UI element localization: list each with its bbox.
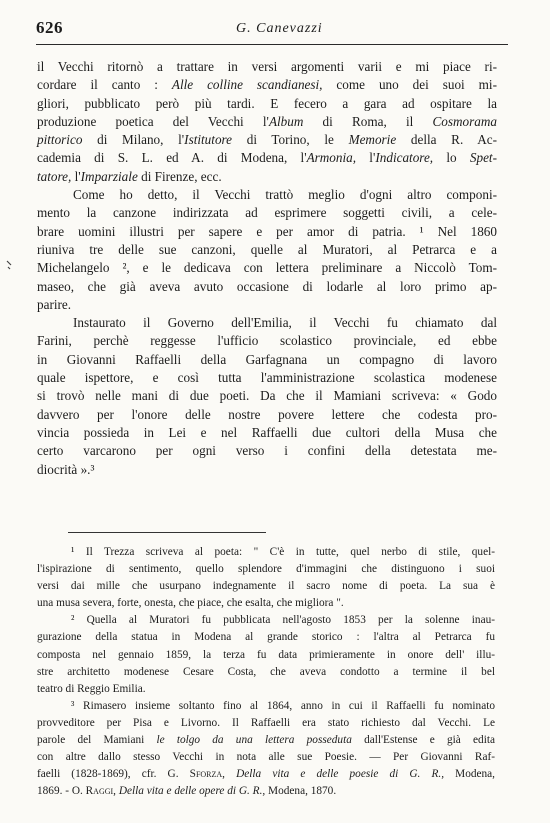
- footnote-line: gurazione della statua in Modena al grande storico : l'altra al Petrarca fu: [37, 631, 495, 644]
- margin-mark: [4, 258, 18, 272]
- text-line: Farini, perchè reggesse l'ufficio scolastico provinciale, ed ebbe: [37, 333, 497, 349]
- header-rule: [36, 44, 508, 45]
- text-line: cordare il canto : Alle colline scandianesi, come uno dei suoi mi-: [37, 77, 497, 93]
- text-line: si trovò nelle mani di due poeti. Da che il Mamiani scriveva: « Godo: [37, 388, 497, 404]
- page-number: 626: [36, 18, 63, 37]
- text-line: produzione poetica del Vecchi l'Album di Roma, il Cosmorama: [37, 113, 497, 129]
- footnote-line: 1869. - O. Raggi, Della vita e delle opere di G. R., Modena, 1870.: [37, 785, 337, 798]
- page-header: [36, 16, 508, 40]
- footnote-line: composta nel gennaio 1859, la terza fu data primieramente in onore dell' illu-: [37, 648, 495, 661]
- text-line: vincia possieda in Lei e nel Raffaelli due cultori della Musa che: [37, 424, 497, 440]
- text-line: brare uomini illustri per sapere e per amor di patria. ¹ Nel 1860: [37, 223, 497, 239]
- footnote-line: stre architetto modenese Cesare Costa, che aveva condotto a termine il bel: [37, 665, 495, 678]
- running-head: G. Canevazzi: [236, 21, 323, 36]
- footnote-separator: [68, 532, 266, 533]
- main-text: [37, 58, 497, 479]
- footnote-line: una musa severa, forte, onesta, che piace, che esalta, che migliora ".: [37, 597, 344, 610]
- text-line: tatore, l'Imparziale di Firenze, ecc.: [37, 168, 222, 184]
- footnote-line: l'ispirazione di sentimento, quello splendore d'immagini che distinguono i suoi: [37, 563, 495, 576]
- text-line: il Vecchi ritornò a trattare in versi argomenti varii e mi piace ri-: [37, 59, 497, 74]
- text-line: Michelangelo ², e le dedicava con lettera preliminare a Niccolò Tom-: [37, 260, 497, 276]
- footnote-2: ² Quella al Muratori fu pubblicata nell'agosto 1853 per la solenne inau-: [71, 614, 495, 627]
- footnote-line: versi dai mille che usurpano indegnamente il sacro nome di poeta. La sua è: [37, 580, 495, 593]
- text-line: quale ispettore, e così tutta l'amministrazione scolastica modenese: [37, 370, 497, 386]
- text-line: mento la canzone indirizzata ad esprimere soggetti civili, a cele-: [37, 205, 497, 221]
- footnote-line: teatro di Reggio Emilia.: [37, 682, 146, 695]
- paragraph-first-line: Come ho detto, il Vecchi trattò meglio d'ogni altro componi-: [73, 187, 497, 203]
- footnote-line: provveditore per Pisa e Livorno. Il Raffaelli era stato richiesto dal Vecchi. Le: [37, 716, 495, 729]
- footnotes: [37, 544, 495, 800]
- text-line: maseo, che già aveva avuto occasione di lodarle al loro primo ap-: [37, 278, 497, 294]
- footnote-3: ³ Rimasero insieme soltanto fino al 1864, anno in cui il Raffaelli fu nominato: [71, 699, 495, 712]
- text-line: cademia di S. L. ed A. di Modena, l'Armonia, l'Indicatore, lo Spet-: [37, 150, 497, 166]
- text-line: diocrità ».³: [37, 461, 95, 477]
- text-line: certo varcarono per ogni verso i confini della detestata me-: [37, 443, 497, 459]
- text-line: gliori, pubblicato però più tardi. E fecero a gara ad ospitare la: [37, 95, 497, 111]
- footnote-line: parole del Mamiani le tolgo da una lettera posseduta dall'Estense e già edita: [37, 734, 495, 747]
- text-line: riuniva tre delle sue canzoni, quelle al Muratori, al Petrarca e a: [37, 241, 497, 257]
- footnote-line: con altre dallo stesso Vecchi in nota alle sue Poesie. — Per Giovanni Raf-: [37, 751, 495, 764]
- text-line: davvero per l'onore delle nostre povere lettere che codesta pro-: [37, 406, 497, 422]
- text-line: pittorico di Milano, l'Istitutore di Torino, le Memorie della R. Ac-: [37, 132, 497, 148]
- paragraph-first-line: Instaurato il Governo dell'Emilia, il Vecchi fu chiamato dal: [73, 315, 497, 331]
- footnote-1: ¹ Il Trezza scriveva al poeta: " C'è in tutte, quel nerbo di stile, quel-: [71, 546, 495, 558]
- text-line: in Giovanni Raffaelli della Garfagnana un compagno di lavoro: [37, 351, 497, 367]
- text-line: parire.: [37, 296, 72, 312]
- footnote-line: faelli (1828-1869), cfr. G. Sforza, Della vita e delle poesie di G. R., Modena,: [37, 768, 495, 781]
